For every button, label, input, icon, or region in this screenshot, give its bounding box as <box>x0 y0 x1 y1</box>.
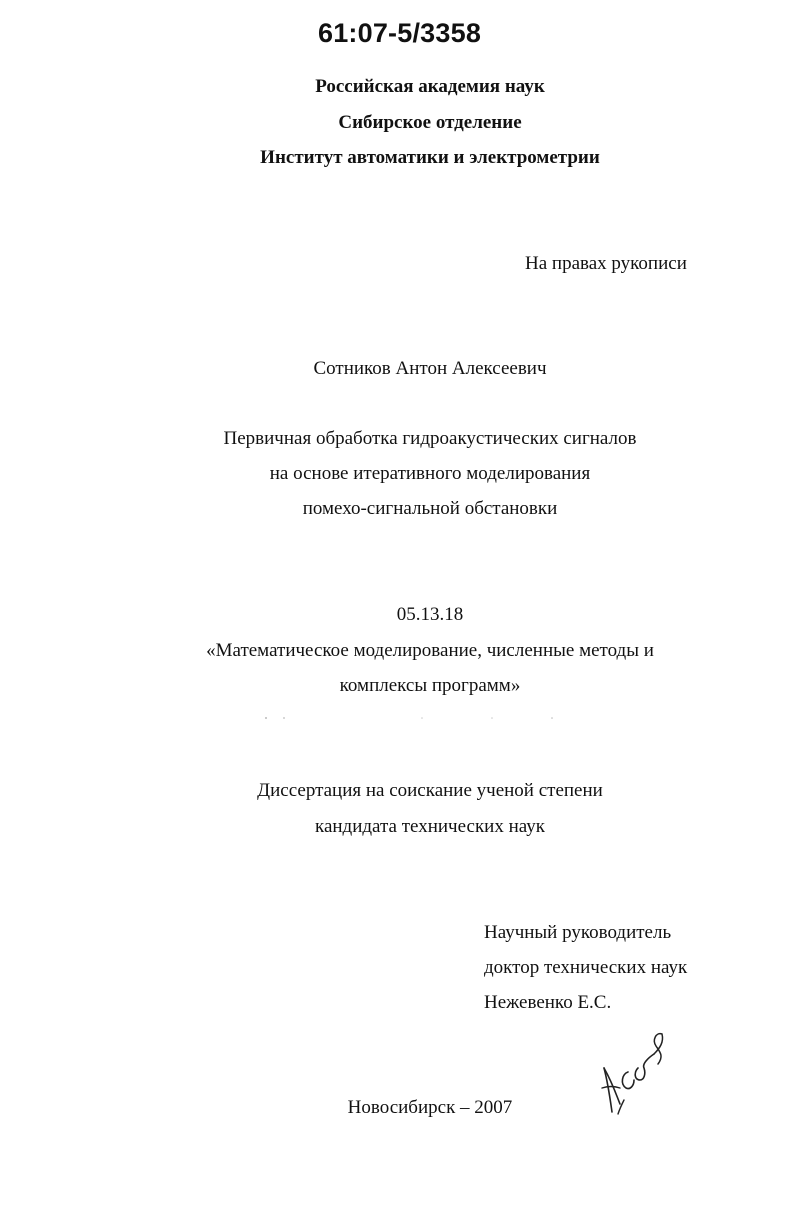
degree-line-1: Диссертация на соискание ученой степени <box>257 780 603 801</box>
supervisor-degree: доктор технических наук <box>484 957 688 978</box>
supervisor-name: Нежевенко Е.С. <box>484 992 612 1013</box>
org-academy: Российская академия наук <box>315 76 545 97</box>
manuscript-rights: На правах рукописи <box>525 253 687 274</box>
specialty-name-line-2: комплексы программ» <box>339 675 521 696</box>
org-institute: Институт автоматики и электрометрии <box>260 147 600 168</box>
title-line-1: Первичная обработка гидроакустических сигналов <box>223 428 637 449</box>
specialty-code: 05.13.18 <box>396 604 464 625</box>
title-line-3: помехо-сигнальной обстановки <box>302 498 558 519</box>
author-name: Сотников Антон Алексеевич <box>313 358 547 379</box>
catalog-number: 61:07-5/3358 <box>318 18 482 48</box>
scan-speckles <box>262 716 562 720</box>
place-year: Новосибирск – 2007 <box>347 1097 513 1118</box>
supervisor-label: Научный руководитель <box>484 922 672 943</box>
specialty-name-line-1: «Математическое моделирование, численные методы и <box>206 640 654 661</box>
title-line-2: на основе итеративного моделирования <box>269 463 591 484</box>
degree-line-2: кандидата технических наук <box>315 816 545 837</box>
scan-artifact <box>262 707 562 711</box>
org-branch: Сибирское отделение <box>338 112 522 133</box>
